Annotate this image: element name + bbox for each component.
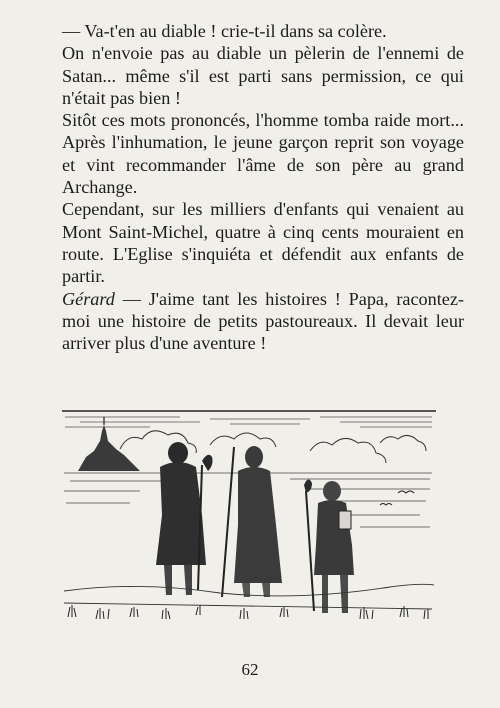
sky-hatching <box>65 417 432 427</box>
body-text <box>62 20 464 354</box>
birds <box>380 491 414 505</box>
pilgrim-figure-left <box>156 442 213 595</box>
pilgrim-figure-middle <box>222 446 282 597</box>
dialogue-text: — J'aime tant les histoires ! Papa, racontez-moi une histoire de petits pastoureaux. Il devait leur arriver plus d'une aventure ! <box>62 288 464 354</box>
paragraph-1: — Va-t'en au diable ! crie-t-il dans sa colère. <box>62 21 387 41</box>
grass-tufts <box>68 605 428 619</box>
speaker-name: Gérard <box>62 288 115 309</box>
clouds <box>120 431 426 463</box>
paragraph-4: Cependant, sur les milliers d'enfants qui venaient au Mont Saint-Michel, quatre à cinq cents mouraient en route. L'Eglise s'inquiéta et défendit aux enfants de partir. <box>62 199 464 287</box>
page-number: 62 <box>241 660 259 679</box>
paragraph-3: Sitôt ces mots prononcés, l'homme tomba raide mort... Après l'inhumation, le jeune garçon reprit son voyage et vint recommander l'âme de son père au grand Archange. <box>62 110 464 198</box>
dialogue-paragraph <box>62 288 464 355</box>
paragraph-2: On n'envoie pas au diable un pèlerin de l'ennemi de Satan... même s'il est parti sans permission, ce qui n'était pas bien ! <box>62 43 464 108</box>
mont-saint-michel <box>78 417 140 471</box>
illustration-pilgrims <box>60 405 438 627</box>
